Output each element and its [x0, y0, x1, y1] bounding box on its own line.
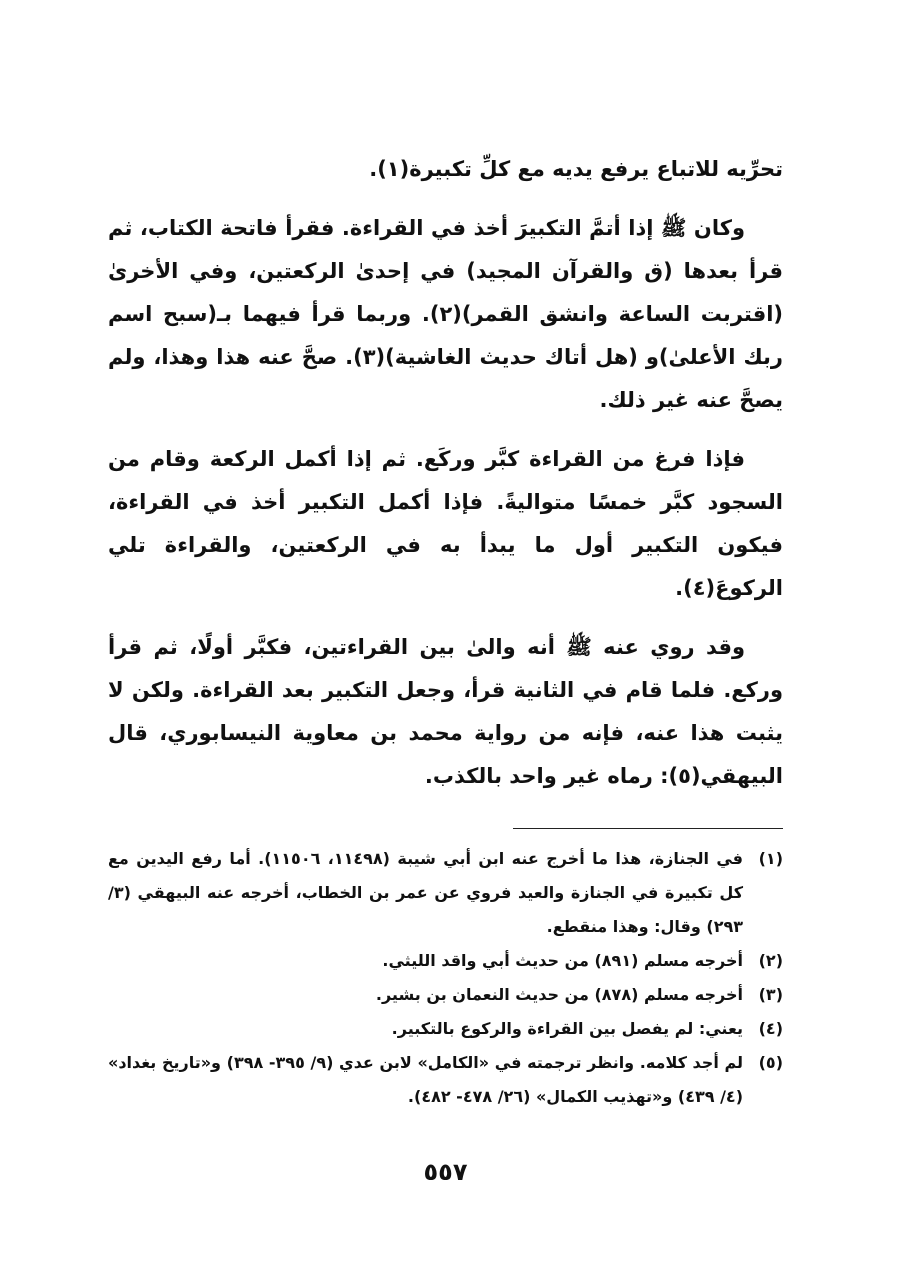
footnote-text: في الجنازة، هذا ما أخرج عنه ابن أبي شيبة (١١٤٩٨، ١١٥٠٦). أما رفع اليدين مع كل تكبيرة في الجنازة والعيد فروي عن عمر بن الخطاب، أخرجه عنه البيهقي (٣/ ٢٩٣) وقال: وهذا منقطع.: [108, 849, 743, 936]
footnotes: [108, 842, 783, 1114]
paragraph-2: وكان ﷺ إذا أتمَّ التكبيرَ أخذ في القراءة. فقرأ فاتحة الكتاب، ثم قرأ بعدها (ق والقرآن المجيد) في إحدىٰ الركعتين، وفي الأخرىٰ (اقتربت الساعة وانشق القمر)(٢). وربما قرأ فيهما بـ(سبح اسم ربك الأعلىٰ)و (هل أتاك حديث الغاشية)(٣). صحَّ عنه هذا وهذا، ولم يصحَّ عنه غير ذلك.: [108, 216, 783, 412]
footnote-3: [108, 978, 783, 1012]
paragraph-4: وقد روي عنه ﷺ أنه والىٰ بين القراءتين، فكبَّر أولًا، ثم قرأ وركع. فلما قام في الثانية قرأ، وجعل التكبير بعد القراءة. ولكن لا يثبت هذا عنه، فإنه من رواية محمد بن معاوية النيسابوري، قال البيهقي(٥): رماه غير واحد بالكذب.: [108, 635, 783, 788]
footnote-number: (٤): [758, 1019, 783, 1038]
footnote-5: [108, 1046, 783, 1114]
paragraph-3: فإذا فرغ من القراءة كبَّر وركَع. ثم إذا أكمل الركعة وقام من السجود كبَّر خمسًا متواليةً. فإذا أكمل التكبير أخذ في القراءة، فيكون التكبير أول ما يبدأ به في الركعتين، والقراءة تلي الركوعَ(٤).: [108, 447, 783, 600]
footnote-text: لم أجد كلامه. وانظر ترجمته في «الكامل» لابن عدي (٩/ ٣٩٥- ٣٩٨) و«تاريخ بغداد» (٤/ ٤٣٩) و«تهذيب الكمال» (٢٦/ ٤٧٨- ٤٨٢).: [108, 1053, 743, 1106]
footnote-4: [108, 1012, 783, 1046]
footnote-text: أخرجه مسلم (٨٩١) من حديث أبي واقد الليثي.: [382, 951, 743, 970]
footnote-number: (٥): [758, 1053, 783, 1072]
book-page: [108, 0, 783, 1271]
footnote-divider: [513, 828, 783, 829]
footnote-number: (٢): [758, 951, 783, 970]
footnote-number: (٣): [758, 985, 783, 1004]
footnote-text: أخرجه مسلم (٨٧٨) من حديث النعمان بن بشير.: [375, 985, 743, 1004]
paragraph-1: تحرِّيه للاتباع يرفع يديه مع كلِّ تكبيرة(١).: [369, 157, 783, 181]
footnote-1: [108, 842, 783, 944]
footnote-2: [108, 944, 783, 978]
main-text: [108, 148, 783, 814]
page-number: ٥٥٧: [423, 1158, 468, 1186]
footnote-text: يعني: لم يفصل بين القراءة والركوع بالتكبير.: [391, 1019, 743, 1038]
footnote-number: (١): [758, 849, 783, 868]
